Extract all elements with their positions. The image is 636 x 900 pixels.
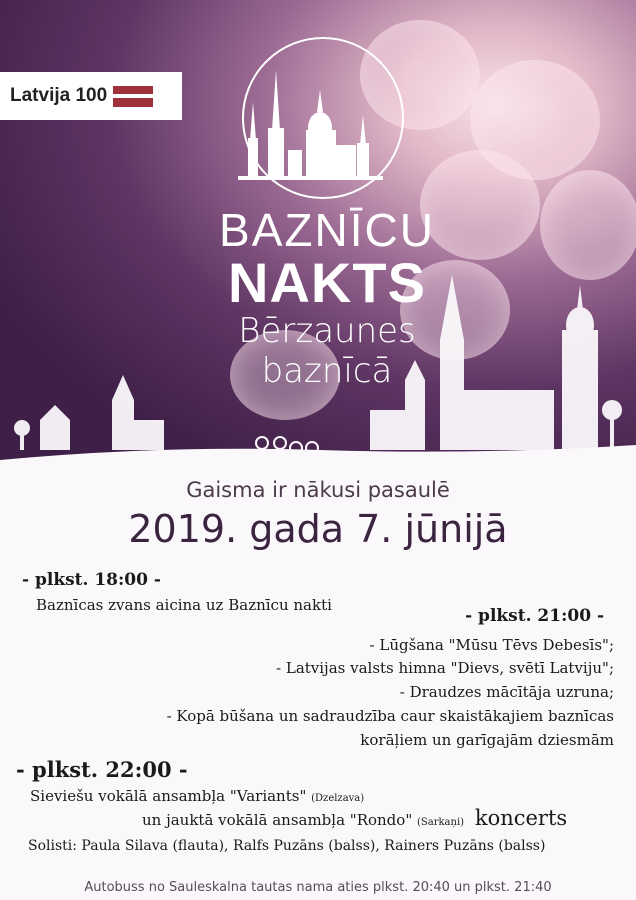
church-logo xyxy=(228,30,413,205)
schedule-item: - Draudzes mācītāja uzruna; xyxy=(399,683,614,701)
title-line-1: BAZNĪCU xyxy=(219,204,435,256)
ensemble-rondo: un jauktā vokālā ansambļa "Rondo" xyxy=(142,811,413,829)
latvian-flag-icon xyxy=(113,86,153,107)
ensemble-variants: Sieviešu vokālā ansambļa "Variants" xyxy=(30,787,307,805)
title-line-3: Bērzaunes xyxy=(238,311,416,351)
concert-line-1 xyxy=(30,787,364,805)
soloists: Solisti: Paula Silava (flauta), Ralfs Puzāns (balss), Rainers Puzāns (balss) xyxy=(28,838,546,854)
time-18: - plkst. 18:00 - xyxy=(22,570,161,590)
schedule-item: Baznīcas zvans aicina uz Baznīcu nakti xyxy=(36,596,332,614)
time-21: - plkst. 21:00 - xyxy=(465,606,604,626)
concert-line-2 xyxy=(142,806,567,830)
schedule-item: korāļiem un garīgajām dziesmām xyxy=(360,731,614,749)
schedule-item: - Kopā būšana un sadraudzība caur skaistākajiem baznīcas xyxy=(166,707,614,725)
title-line-4: baznīcā xyxy=(261,351,393,391)
time-22: - plkst. 22:00 - xyxy=(16,757,188,782)
schedule-item: - Lūgšana "Mūsu Tēvs Debesīs"; xyxy=(369,636,614,654)
latvija-100-badge xyxy=(0,72,182,120)
badge-text: Latvija 100 xyxy=(10,85,108,106)
event-subtitle: Gaisma ir nākusi pasaulē xyxy=(186,478,450,502)
concert-label: koncerts xyxy=(474,806,568,830)
schedule-item: - Latvijas valsts himna "Dievs, svētī Latviju"; xyxy=(276,659,614,677)
town-skyline xyxy=(0,260,636,470)
ensemble-rondo-origin: (Sarkaņi) xyxy=(417,817,465,828)
event-date: 2019. gada 7. jūnijā xyxy=(128,507,508,551)
bus-info: Autobuss no Sauleskalna tautas nama aties plkst. 20:40 un plkst. 21:40 xyxy=(84,880,552,895)
ensemble-variants-origin: (Dzelzava) xyxy=(311,793,365,804)
title-line-2: NAKTS xyxy=(228,251,426,314)
